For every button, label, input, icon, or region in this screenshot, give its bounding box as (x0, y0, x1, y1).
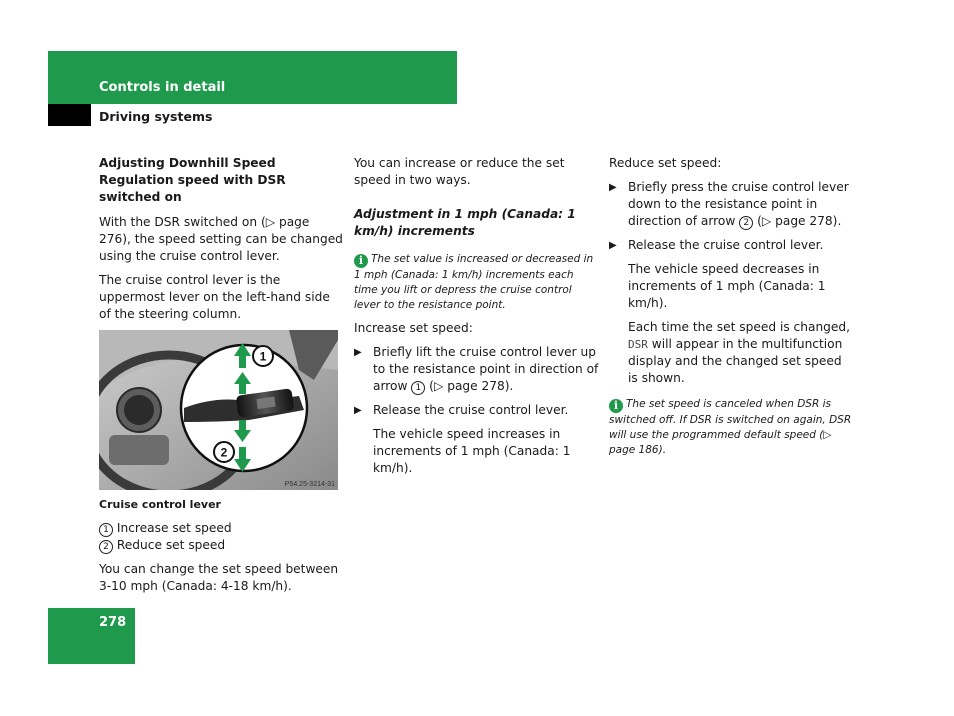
legend-item (99, 537, 344, 554)
bullet-arrow-icon: ▶ (609, 240, 617, 251)
legend-text: Increase set speed (116, 521, 232, 535)
page-ref-arrow-icon: ▷ (265, 215, 276, 229)
cruise-control-lever-figure (99, 330, 338, 490)
column-1 (99, 155, 344, 602)
page-number: 278 (99, 615, 127, 630)
reduce-label: Reduce set speed: (609, 156, 722, 170)
arrow-down-2-shaft (239, 447, 246, 461)
instruction-bullet: ▶ Release the cruise control lever. (609, 238, 824, 252)
instruction-bullet: ▶ Briefly lift the cruise control lever up to the resistance point in direction of arrow 1 (▷ page 278). (354, 345, 599, 393)
display-code: DSR (628, 338, 648, 351)
marker-2-label: 2 (220, 445, 228, 460)
legend-number: 1 (99, 523, 113, 537)
heading-dsr: Adjusting Downhill Speed Regulation speed with DSR switched on (99, 156, 286, 204)
legend-number: 2 (99, 540, 113, 554)
result-text: Each time the set speed is changed, DSR will appear in the multifunction display and the changed set speed is shown. (628, 320, 851, 385)
header-band (48, 51, 457, 104)
instruction-bullet: ▶ Briefly press the cruise control lever down to the resistance point in direction of arrow 2 (▷ page 278). (609, 180, 849, 228)
section-marker-tab (48, 104, 91, 126)
instruction-bullet: ▶ Release the cruise control lever. (354, 403, 569, 417)
marker-1-label: 1 (259, 349, 267, 364)
instrument-gauge-inner (124, 395, 154, 425)
figure-caption: Cruise control lever (99, 498, 221, 511)
section-title: Controls in detail (99, 80, 226, 95)
bullet-arrow-icon: ▶ (354, 347, 362, 358)
bullet-arrow-icon: ▶ (354, 405, 362, 416)
result-text: The vehicle speed decreases in increments of 1 mph (Canada: 1 km/h). (628, 262, 826, 310)
paragraph-lever-location: The cruise control lever is the uppermost lever on the left-hand side of the steering column. (99, 273, 330, 321)
steering-wheel-hub (109, 435, 169, 465)
paragraph-two-ways: You can increase or reduce the set speed in two ways. (354, 156, 565, 187)
arrow-number: 2 (739, 216, 753, 230)
info-note: i The set value is increased or decreased in 1 mph (Canada: 1 km/h) increments each time you lift or depress the cruise control lever to the resistance point. (354, 253, 594, 311)
page-ref-arrow-icon: ▷ (823, 429, 832, 441)
info-icon: i (609, 399, 623, 413)
paragraph-speed-range: You can change the set speed between 3-10 mph (Canada: 4-18 km/h). (99, 562, 339, 593)
increase-label: Increase set speed: (354, 321, 473, 335)
subsection-title: Driving systems (99, 109, 213, 124)
arrow-number: 1 (411, 381, 425, 395)
bullet-arrow-icon: ▶ (609, 182, 617, 193)
column-2 (354, 155, 599, 484)
page-ref-arrow-icon: ▷ (433, 379, 444, 393)
info-icon: i (354, 254, 368, 268)
page-ref-arrow-icon: ▷ (761, 214, 772, 228)
arrow-up-1-shaft (239, 354, 246, 368)
legend-item (99, 520, 344, 537)
legend-text: Reduce set speed (116, 538, 226, 552)
subheading-increments: Adjustment in 1 mph (Canada: 1 km/h) increments (354, 207, 576, 238)
paragraph-dsr-switched-on: With the DSR switched on (▷ page 276), the speed setting can be changed using the cruise control lever. (99, 215, 343, 263)
result-text: The vehicle speed increases in increments of 1 mph (Canada: 1 km/h). (373, 427, 571, 475)
column-3 (609, 155, 854, 465)
figure-code: P54.25-3214-31 (284, 481, 335, 488)
info-note: i The set speed is canceled when DSR is switched off. If DSR is switched on again, DSR will use the programmed default speed (▷ page 186). (609, 398, 852, 456)
